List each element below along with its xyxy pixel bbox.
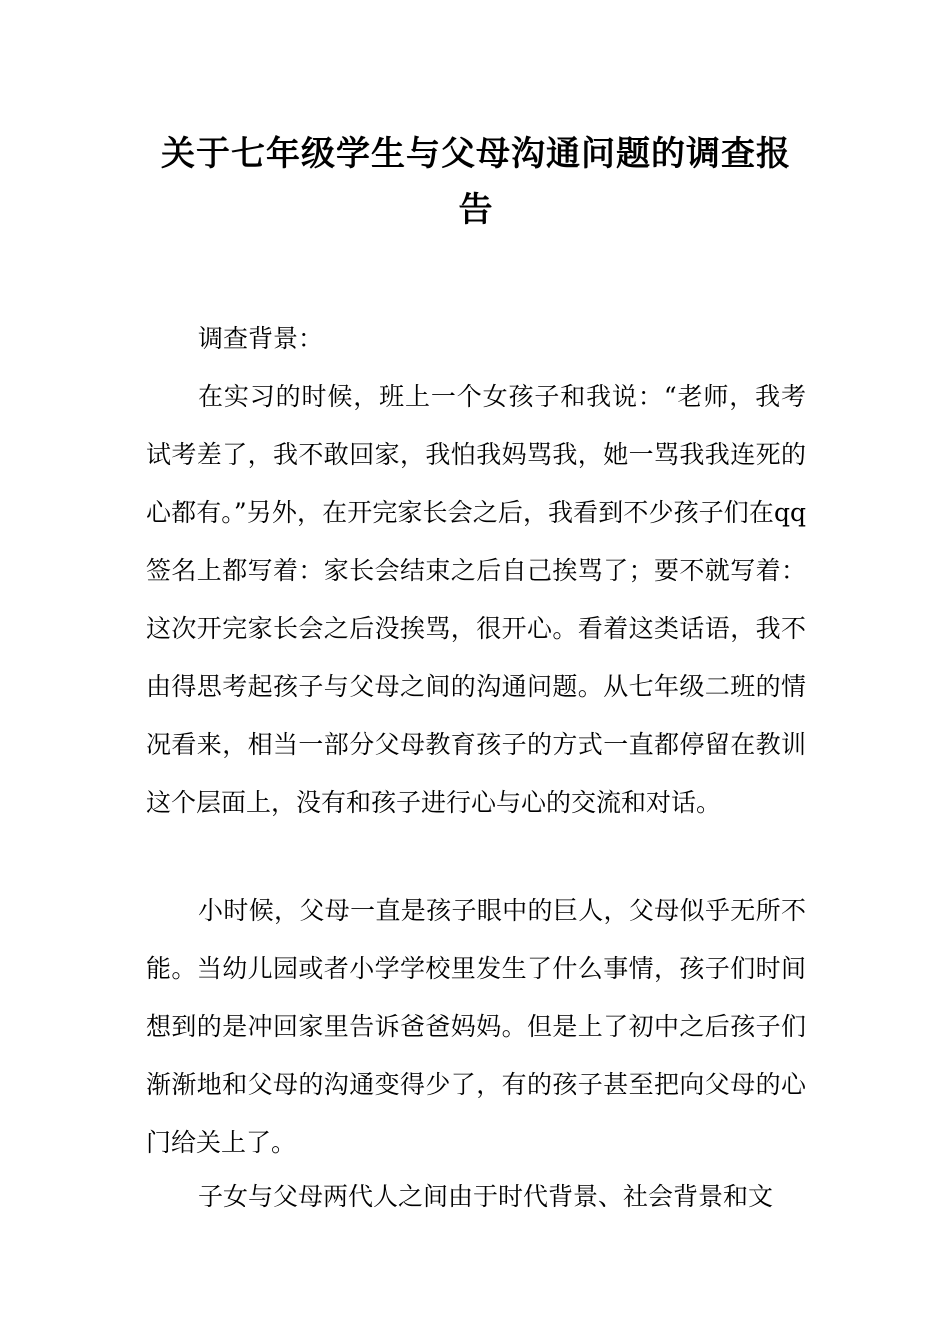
document-title: 关于七年级学生与父母沟通问题的调查报告 (161, 134, 791, 230)
paragraph-background-heading: 调查背景： (198, 324, 324, 353)
paragraph-childhood: 小时候，父母一直是孩子眼中的巨人，父母似乎无所不能。当幼儿园或者小学学校里发生了什么事情，孩子们时间想到的是冲回家里告诉爸爸妈妈。但是上了初中之后孩子们渐渐地和父母的沟通变得少了，有的孩子甚至把向父母的心门给关上了。 (146, 896, 806, 1157)
paragraph-generations: 子女与父母两代人之间由于时代背景、社会背景和文 (198, 1182, 774, 1211)
paragraph-internship: 在实习的时候，班上一个女孩子和我说：“老师，我考试考差了，我不敢回家，我怕我妈骂我，她一骂我我连死的心都有。”另外，在开完家长会之后，我看到不少孩子们在qq签名上都写着：家长会结束之后自己挨骂了；要不就写着：这次开完家长会之后没挨骂，很开心。看着这类话语，我不由得思考起孩子与父母之间的沟通问题。从七年级二班的情况看来，相当一部分父母教育孩子的方式一直都停留在教训这个层面上，没有和孩子进行心与心的交流和对话。 (146, 382, 806, 817)
